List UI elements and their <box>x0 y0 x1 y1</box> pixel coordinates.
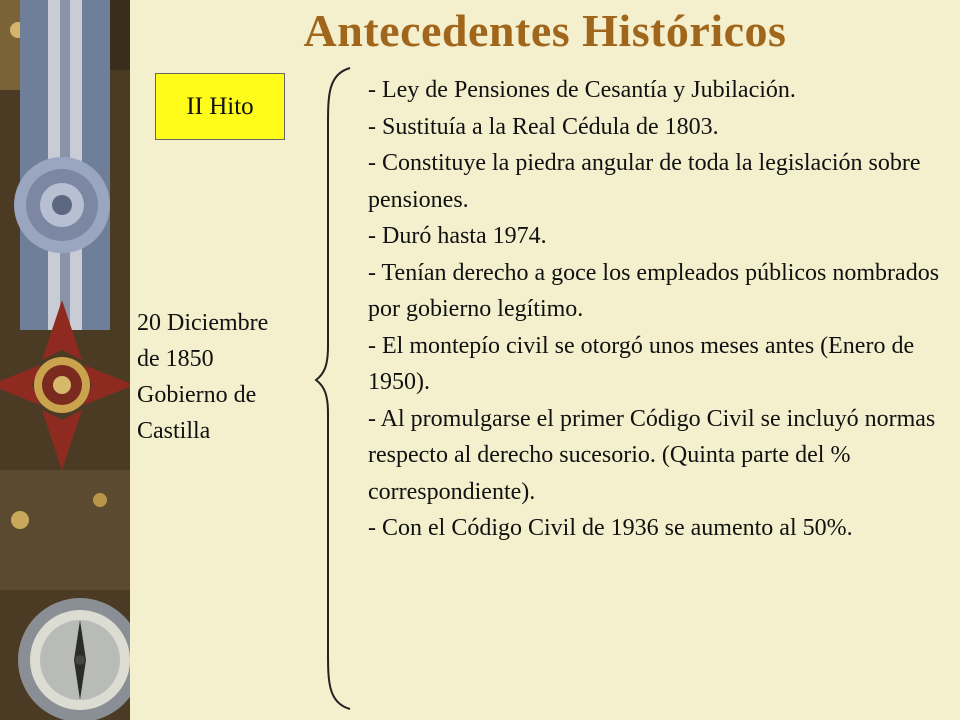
list-item: - Tenían derecho a goce los empleados públicos nombrados por gobierno legítimo. <box>368 259 940 322</box>
hito-label: II Hito <box>186 92 254 120</box>
date-line: Gobierno de <box>137 382 257 408</box>
bullet-list <box>368 72 953 547</box>
date-block <box>137 305 317 449</box>
list-item: - Sustituía a la Real Cédula de 1803. <box>368 113 719 140</box>
date-line: 20 Diciembre <box>137 310 269 336</box>
slide-title: Antecedentes Históricos <box>303 5 787 56</box>
medal-compass-illustration <box>0 0 130 720</box>
list-item: - Duró hasta 1974. <box>368 223 547 249</box>
list-item: - Ley de Pensiones de Cesantía y Jubilación. <box>368 77 796 103</box>
decorative-medal-image <box>0 0 130 720</box>
list-item: - Con el Código Civil de 1936 se aumento al 50%. <box>368 515 853 541</box>
list-item: - El montepío civil se otorgó unos meses antes (Enero de 1950). <box>368 332 915 395</box>
curly-brace <box>310 66 360 711</box>
date-line: de 1850 <box>137 346 214 372</box>
hito-label-box <box>155 73 285 140</box>
list-item: - Constituye la piedra angular de toda la legislación sobre pensiones. <box>368 150 921 213</box>
date-line: Castilla <box>137 418 211 444</box>
list-item: - Al promulgarse el primer Código Civil se incluyó normas respecto al derecho sucesorio. (Quinta parte del % correspondiente). <box>368 405 936 505</box>
